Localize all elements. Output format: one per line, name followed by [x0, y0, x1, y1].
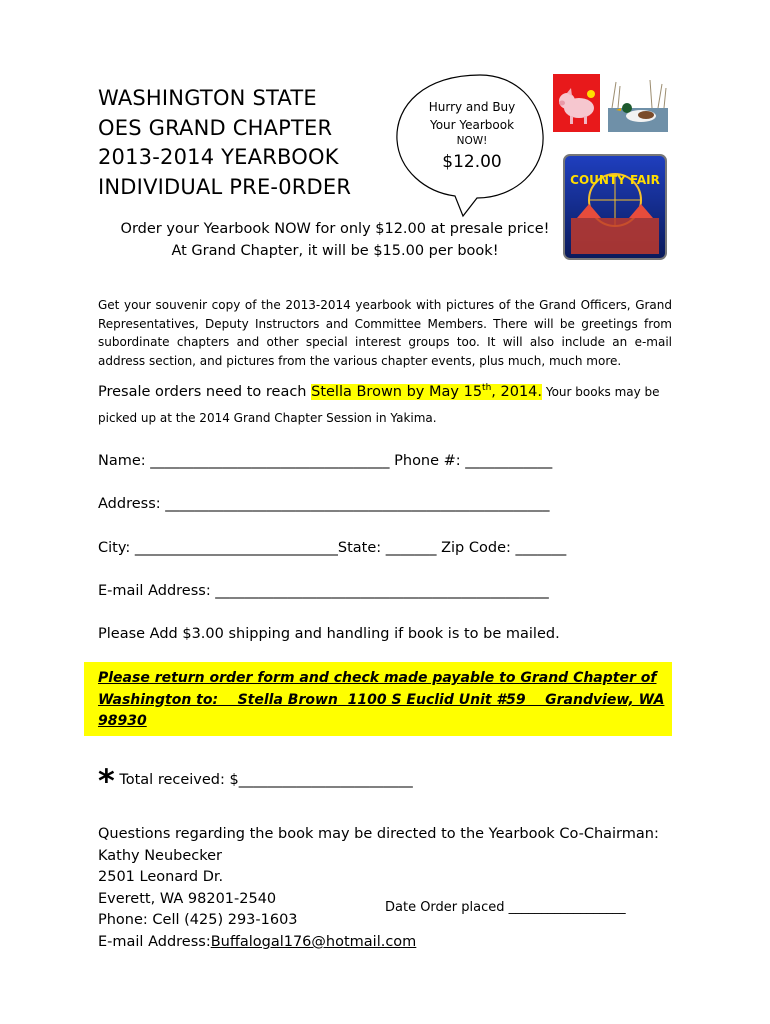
contact-email-label: E-mail Address:	[98, 933, 211, 950]
duck-image	[608, 78, 668, 132]
return-line-2: Washington to: Stella Brown 1100 S Euclid Unit #59 Grandview, WA	[98, 691, 665, 708]
asterisk-icon: *	[98, 762, 115, 800]
return-line-3: 98930	[98, 713, 147, 729]
contact-email-link[interactable]: Buffalogal176@hotmail.com	[210, 933, 417, 950]
total-received-field[interactable]: Total received: $________________________	[114, 772, 413, 788]
fair-label: COUNTY FAIR	[570, 173, 660, 187]
pig-image	[553, 74, 600, 132]
order-promo	[100, 218, 570, 262]
bubble-line-1: Hurry and Buy	[428, 100, 516, 114]
contact-name: Kathy Neubecker	[98, 847, 223, 864]
title-line-2: OES GRAND CHAPTER	[98, 115, 333, 140]
presale-notice	[98, 381, 678, 400]
order-line-1: Order your Yearbook NOW for only $12.00 at presale price!	[120, 221, 550, 237]
order-line-2: At Grand Chapter, it will be $15.00 per book!	[171, 243, 499, 259]
bubble-line-3: NOW!	[456, 135, 488, 147]
title-line-3: 2013-2014 YEARBOOK	[98, 145, 339, 169]
presale-highlight	[311, 384, 542, 400]
bubble-text	[412, 98, 532, 176]
city-state-zip-field[interactable]: City: ____________________________State: _______ Zip Code: _______	[98, 540, 567, 556]
presale-suffix: Your books may be	[542, 385, 660, 399]
presale-line-2: picked up at the 2014 Grand Chapter Session in Yakima.	[98, 411, 437, 425]
contact-line-1: Questions regarding the book may be directed to the Yearbook Co-Chairman:	[98, 826, 659, 842]
email-field[interactable]: E-mail Address: ______________________________________________	[98, 583, 549, 599]
bubble-price: $12.00	[442, 152, 502, 172]
contact-info	[98, 824, 659, 954]
contact-email-row	[98, 932, 659, 954]
presale-sup: th	[482, 383, 492, 394]
bubble-line-2: Your Yearbook	[429, 118, 515, 132]
page-title	[98, 84, 351, 202]
date-order-field[interactable]: Date Order placed __________________	[385, 900, 626, 915]
contact-phone: Phone: Cell (425) 293-1603	[98, 912, 298, 929]
title-line-1: WASHINGTON STATE	[98, 86, 317, 110]
county-fair-image	[563, 154, 667, 260]
shipping-note: Please Add $3.00 shipping and handling if book is to be mailed.	[98, 626, 560, 642]
return-info-text	[98, 668, 668, 733]
presale-highlight-a: Stella Brown by May 15	[311, 384, 483, 400]
presale-highlight-b: , 2014.	[491, 384, 543, 400]
address-field[interactable]: Address: _____________________________________________________	[98, 496, 550, 512]
total-received	[98, 762, 413, 800]
contact-street: 2501 Leonard Dr.	[98, 869, 224, 886]
name-phone-field[interactable]: Name: _________________________________ Phone #: ____________	[98, 453, 553, 469]
contact-city: Everett, WA 98201-2540	[98, 890, 277, 907]
description-paragraph: Get your souvenir copy of the 2013-2014 yearbook with pictures of the Grand Officers, Grand Representatives, Deputy Instructors and Committee Members. There will be greetings from subordinate chapters and other special interest groups too. It will also include an e-mail address section, and pictures from the various chapter events, plus much, much more.	[98, 298, 672, 368]
presale-prefix: Presale orders need to reach	[98, 384, 312, 400]
return-line-1: Please return order form and check made payable to Grand Chapter of	[98, 670, 657, 686]
title-line-4: INDIVIDUAL PRE-0RDER	[98, 174, 352, 199]
